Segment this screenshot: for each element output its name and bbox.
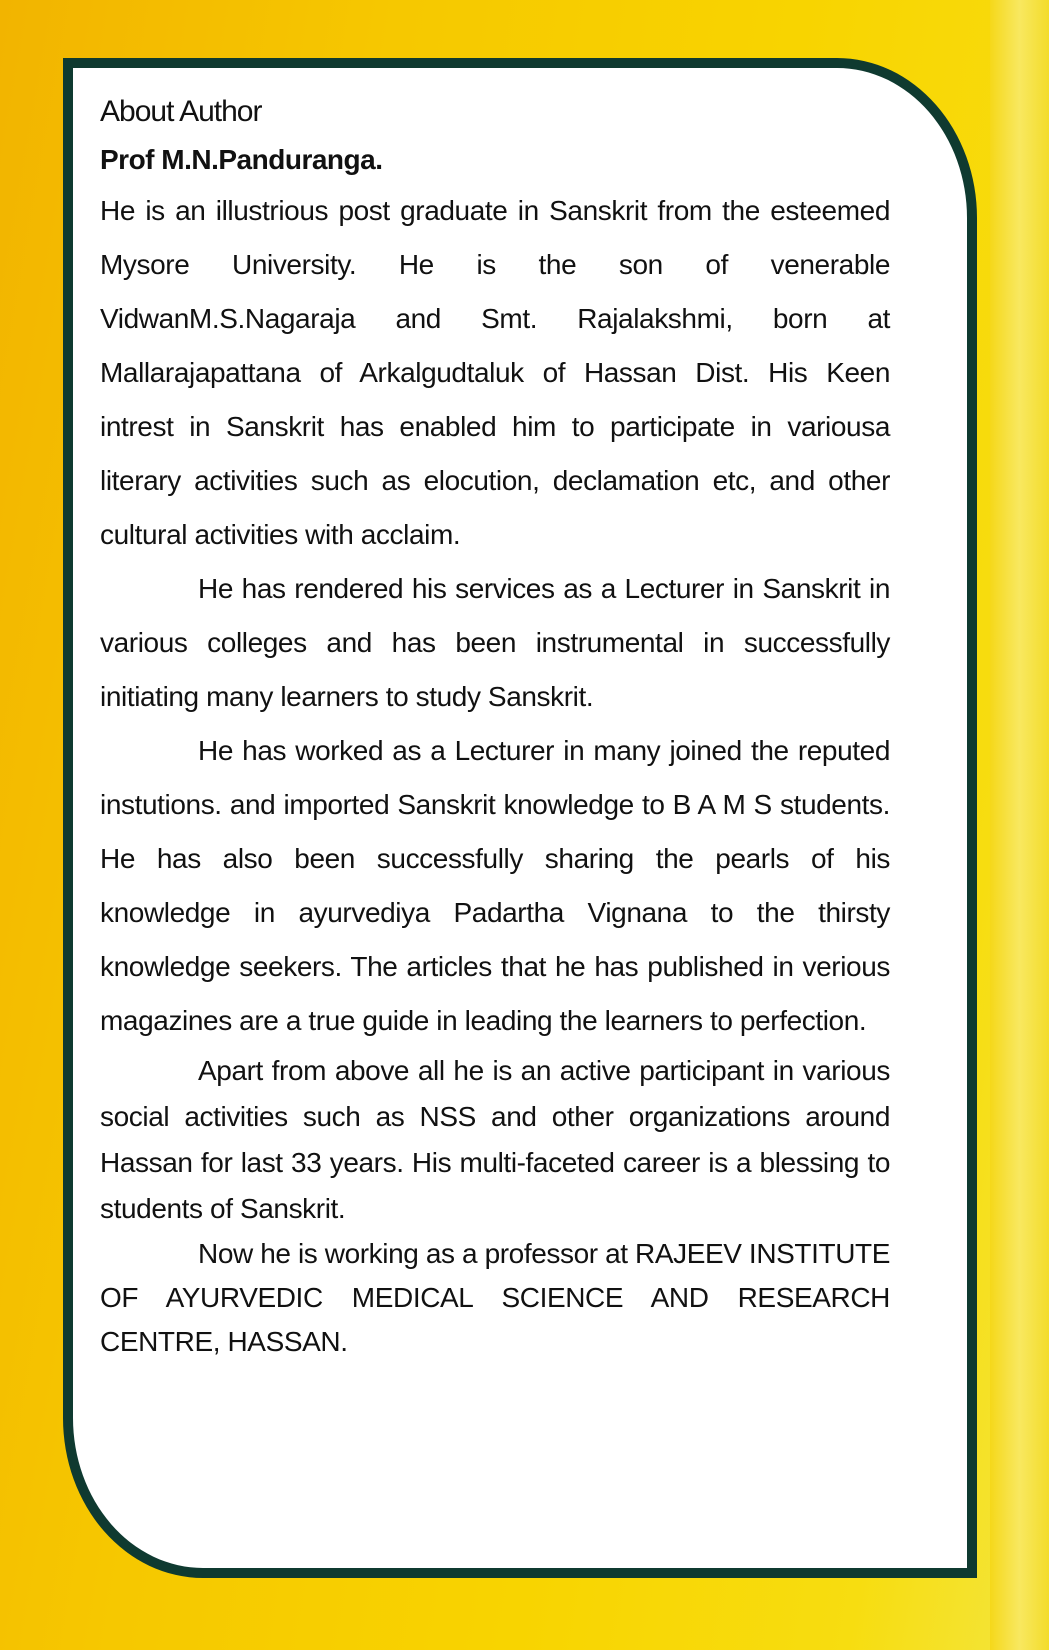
section-label: About Author bbox=[100, 95, 262, 128]
bio-paragraph-2: He has rendered his services as a Lecturer in Sanskrit in various colleges and has been instrumental in successfully initiating many learners to study Sanskrit. bbox=[100, 573, 890, 712]
author-bio-content bbox=[100, 92, 890, 1364]
bio-paragraph-3: He has worked as a Lecturer in many joined the reputed instutions. and imported Sanskrit knowledge to B A M S students. He has also been successfully sharing the pearls of his knowledge in ayurvediya Padartha Vignana to the thirsty knowledge seekers. The articles that he has published in verious magazines are a true guide in leading the learners to perfection. bbox=[100, 735, 890, 1036]
bio-paragraph-1: He is an illustrious post graduate in Sanskrit from the esteemed Mysore University. He is the son of venerable VidwanM.S.Nagaraja and Smt. Rajalakshmi, born at Mallarajapattana of Arkalgudtaluk of Hassan Dist. His Keen intrest in Sanskrit has enabled him to participate in variousa literary activities such as elocution, declamation etc, and other cultural activities with acclaim. bbox=[100, 195, 890, 550]
bio-paragraph-4: Apart from above all he is an active participant in various social activities such as NSS and other organizations around Hassan for last 33 years. His multi-faceted career is a blessing to students of Sanskrit. bbox=[100, 1055, 890, 1224]
book-spine-edge bbox=[990, 0, 1049, 1650]
author-name: Prof M.N.Panduranga. bbox=[100, 144, 383, 175]
bio-paragraph-5: Now he is working as a professor at RAJEEV INSTITUTE OF AYURVEDIC MEDICAL SCIENCE AND RESEARCH CENTRE, HASSAN. bbox=[100, 1238, 890, 1357]
